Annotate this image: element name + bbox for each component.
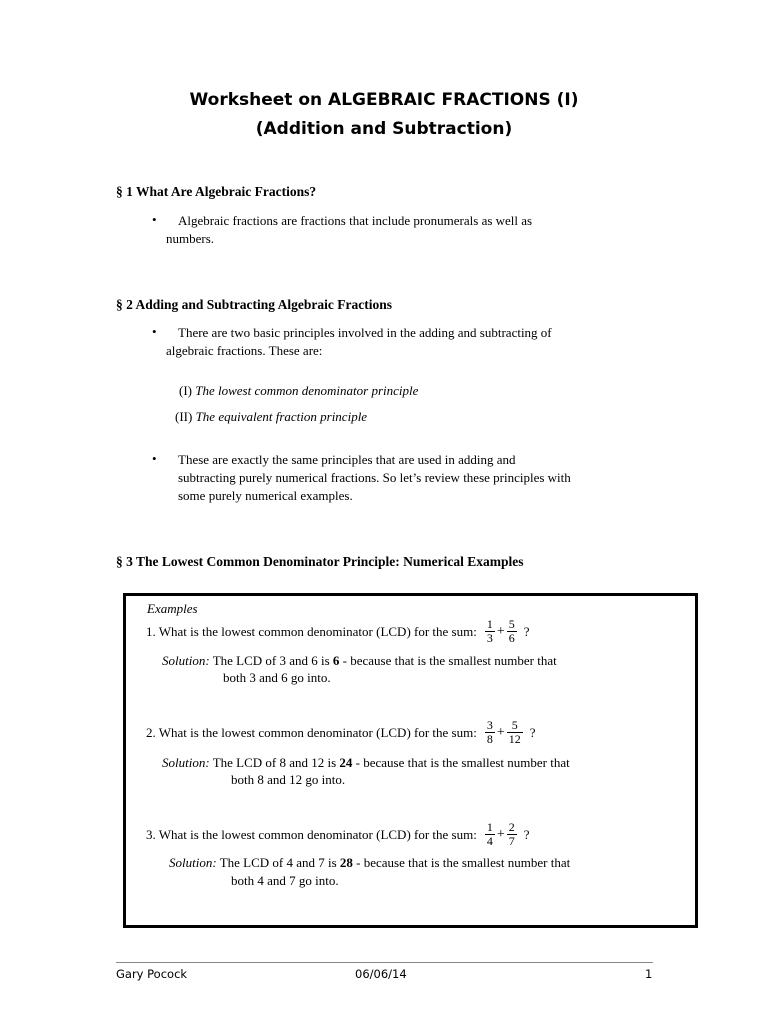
denominator: 7: [508, 834, 515, 848]
bullet-icon: •: [152, 212, 157, 227]
solution-text: The LCD of 3 and 6 is: [212, 653, 333, 668]
fraction: [507, 719, 523, 746]
numerator: 1: [486, 820, 493, 834]
footer-date: 06/06/14: [355, 967, 407, 981]
text-line: algebraic fractions. These are:: [166, 343, 323, 358]
text-line: These are exactly the same principles that are used in adding and: [178, 452, 516, 467]
footer-author: Gary Pocock: [116, 967, 188, 981]
text-line: Algebraic fractions are fractions that include pronumerals as well as: [178, 213, 533, 228]
example-2-solution-line-2: both 8 and 12 go into.: [231, 772, 346, 787]
bullet-icon: •: [152, 324, 157, 339]
denominator: 6: [508, 631, 515, 645]
solution-text: The LCD of 4 and 7 is: [219, 855, 340, 870]
example-2-question: [146, 719, 536, 746]
solution-answer: 6: [332, 653, 340, 668]
fraction: [485, 618, 495, 645]
solution-label: Solution:: [162, 755, 210, 770]
section-1-heading: § 1 What Are Algebraic Fractions?: [116, 184, 317, 199]
example-1-question: [146, 618, 530, 645]
numerator: 2: [508, 820, 515, 834]
principle-2: [175, 408, 367, 426]
principle-text: The lowest common denominator principle: [195, 383, 419, 398]
fraction: [507, 821, 517, 848]
question-text: 3. What is the lowest common denominator (LCD) for the sum:: [146, 826, 477, 842]
question-mark: ?: [523, 623, 530, 639]
page-title: Worksheet on ALGEBRAIC FRACTIONS (I): [189, 90, 579, 110]
solution-text: - because that is the smallest number that: [352, 755, 570, 770]
example-2-solution: [162, 754, 570, 772]
denominator: 12: [508, 732, 521, 746]
example-3-solution: [169, 854, 570, 872]
denominator: 4: [486, 834, 493, 848]
section-2-heading: § 2 Adding and Subtracting Algebraic Fractions: [116, 297, 393, 312]
solution-answer: 28: [339, 855, 353, 870]
numerator: 5: [511, 718, 518, 732]
numerator: 3: [486, 718, 493, 732]
section-2-bullet-1: [166, 324, 552, 360]
principle-number: (I): [179, 383, 192, 398]
principle-number: (II): [175, 409, 193, 424]
page-subtitle: (Addition and Subtraction): [255, 119, 513, 139]
fraction: [485, 821, 495, 848]
solution-text: The LCD of 8 and 12 is: [212, 755, 340, 770]
numerator: 1: [486, 617, 493, 631]
examples-label: Examples: [147, 601, 198, 616]
section-2-bullet-2: [178, 451, 571, 505]
solution-answer: 24: [339, 755, 353, 770]
example-3-solution-line-2: both 4 and 7 go into.: [231, 873, 339, 888]
plus-sign: +: [496, 623, 505, 639]
solution-label: Solution:: [162, 653, 210, 668]
question-text: 1. What is the lowest common denominator (LCD) for the sum:: [146, 623, 477, 639]
text-line: There are two basic principles involved in the adding and subtracting of: [178, 325, 552, 340]
question-mark: ?: [529, 724, 536, 740]
principle-text: The equivalent fraction principle: [195, 409, 368, 424]
bullet-icon: •: [152, 451, 157, 466]
text-line: some purely numerical examples.: [178, 488, 353, 503]
section-3-heading: § 3 The Lowest Common Denominator Principle: Numerical Examples: [116, 554, 524, 569]
example-3-question: [146, 821, 530, 848]
plus-sign: +: [496, 724, 505, 740]
fraction: [507, 618, 517, 645]
example-1-solution-line-2: both 3 and 6 go into.: [223, 670, 331, 685]
text-line: subtracting purely numerical fractions. So let’s review these principles with: [178, 470, 571, 485]
solution-text: - because that is the smallest number that: [339, 653, 557, 668]
question-mark: ?: [523, 826, 530, 842]
solution-text: - because that is the smallest number that: [352, 855, 571, 870]
example-1-solution: [162, 652, 557, 670]
section-1-bullet-1: [166, 212, 533, 248]
principle-1: [179, 382, 418, 400]
plus-sign: +: [496, 826, 505, 842]
question-text: 2. What is the lowest common denominator (LCD) for the sum:: [146, 724, 477, 740]
solution-label: Solution:: [169, 855, 217, 870]
denominator: 8: [486, 732, 493, 746]
denominator: 3: [486, 631, 493, 645]
text-line: numbers.: [166, 231, 215, 246]
fraction: [485, 719, 495, 746]
footer-page-number: 1: [645, 967, 653, 981]
numerator: 5: [508, 617, 515, 631]
footer-divider: [116, 962, 653, 963]
